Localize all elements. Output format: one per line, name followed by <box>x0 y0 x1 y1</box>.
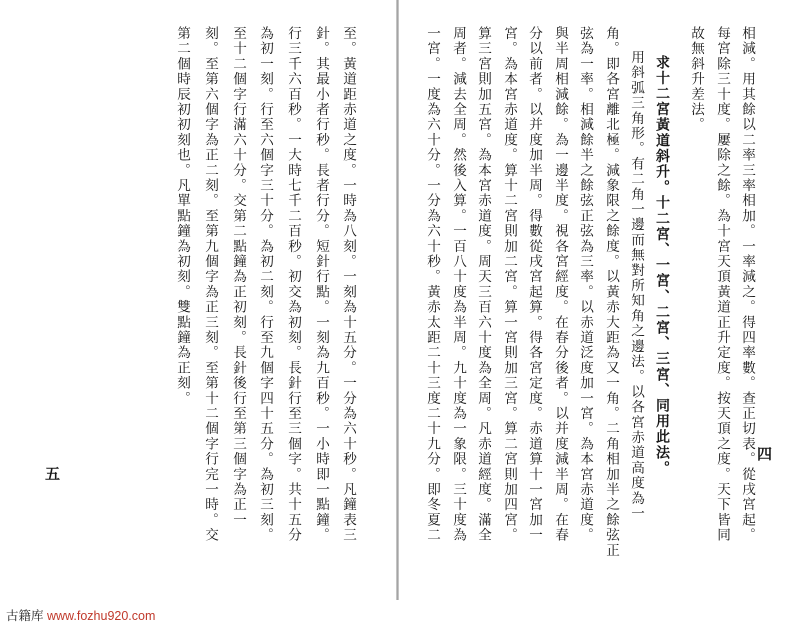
text-column: 分以前者。以并度加半周。得數從戌宮起算。得各宮定度。赤道算十一宮加一 <box>526 26 542 543</box>
text-column: 刻。至第六個字為正二刻。至第九個字為正三刻。至第十二個字行完一時。交 <box>202 26 218 543</box>
page-number: 五 <box>45 465 61 483</box>
text-column: 周者。減去全周。然後入算。一百八十度為半周。九十度為一象限。三十度為 <box>450 26 466 543</box>
footer-watermark <box>0 601 793 627</box>
text-column: 一宮。一度為六十分。一分為六十秒。黃赤太距二十三度二十九分。即冬夏二 <box>424 26 440 543</box>
text-column: 故無斜升差法。 <box>688 26 704 133</box>
site-name: 古籍库 <box>6 609 44 623</box>
text-column: 針。其最小者行秒。長者行分。短針行點。一刻為九百秒。一小時即一點鐘。 <box>313 26 329 543</box>
text-column: 角。即各宮離北極。減象限之餘度。以黃赤大距為又一角。二角相加半之餘弦正 <box>603 26 619 558</box>
text-column: 宮。為本宮赤道度。算十二宮則加二宮。算一宮則加三宮。算二宮則加四宮。 <box>501 26 517 543</box>
text-column: 第二個時辰初初刻也。凡單點鐘為初刻。雙點鐘為正刻。 <box>174 26 190 406</box>
text-column: 弦為一率。相減餘半之餘弦正弦為三率。以赤道泛度加一宮。為本宮赤道度。 <box>577 26 593 543</box>
text-column: 為初一刻。行至六個字三十分。為初二刻。行至九個字四十五分。為初三刻。 <box>257 26 273 543</box>
text-column: 相減。用其餘以二率三率相加。一率減之。得四率數。查正切表。從戌宮起。 <box>739 26 755 543</box>
site-brand <box>6 606 155 624</box>
text-column: 行三千六百秒。一大時七千二百秒。初交為初刻。長針行至三個字。共十五分 <box>285 26 301 543</box>
text-column: 至。黃道距赤道之度。一時為八刻。一刻為十五分。一分為六十秒。凡鐘表三 <box>340 26 356 543</box>
page-number: 四 <box>757 445 773 463</box>
book-gutter <box>396 0 399 600</box>
text-column: 用斜弧三角形。有二角一邊而無對所知角之邊法。以各宮赤道高度為一 <box>628 50 644 522</box>
text-column: 每宮除三十度。屢除之餘。為十宮天頂黃道正升定度。按天頂之度。天下皆同 <box>714 26 730 543</box>
text-column: 算三宮則加五宮。為本宮赤道度。周天三百六十度為全周。凡赤道經度。滿全 <box>475 26 491 543</box>
site-url[interactable]: www.fozhu920.com <box>47 609 156 623</box>
text-column: 至十二個字行滿六十分。交第二點鐘為正初刻。長針後行至第三個字為正一 <box>230 26 246 528</box>
text-column: 與半周相減餘。為一邊半度。視各宮經度。在春分後者。以并度減半周。在春 <box>552 26 568 543</box>
section-heading: 求十二宮黃道斜升。十二宮、一宮、二宮、三宮、同用此法。 <box>654 55 670 477</box>
